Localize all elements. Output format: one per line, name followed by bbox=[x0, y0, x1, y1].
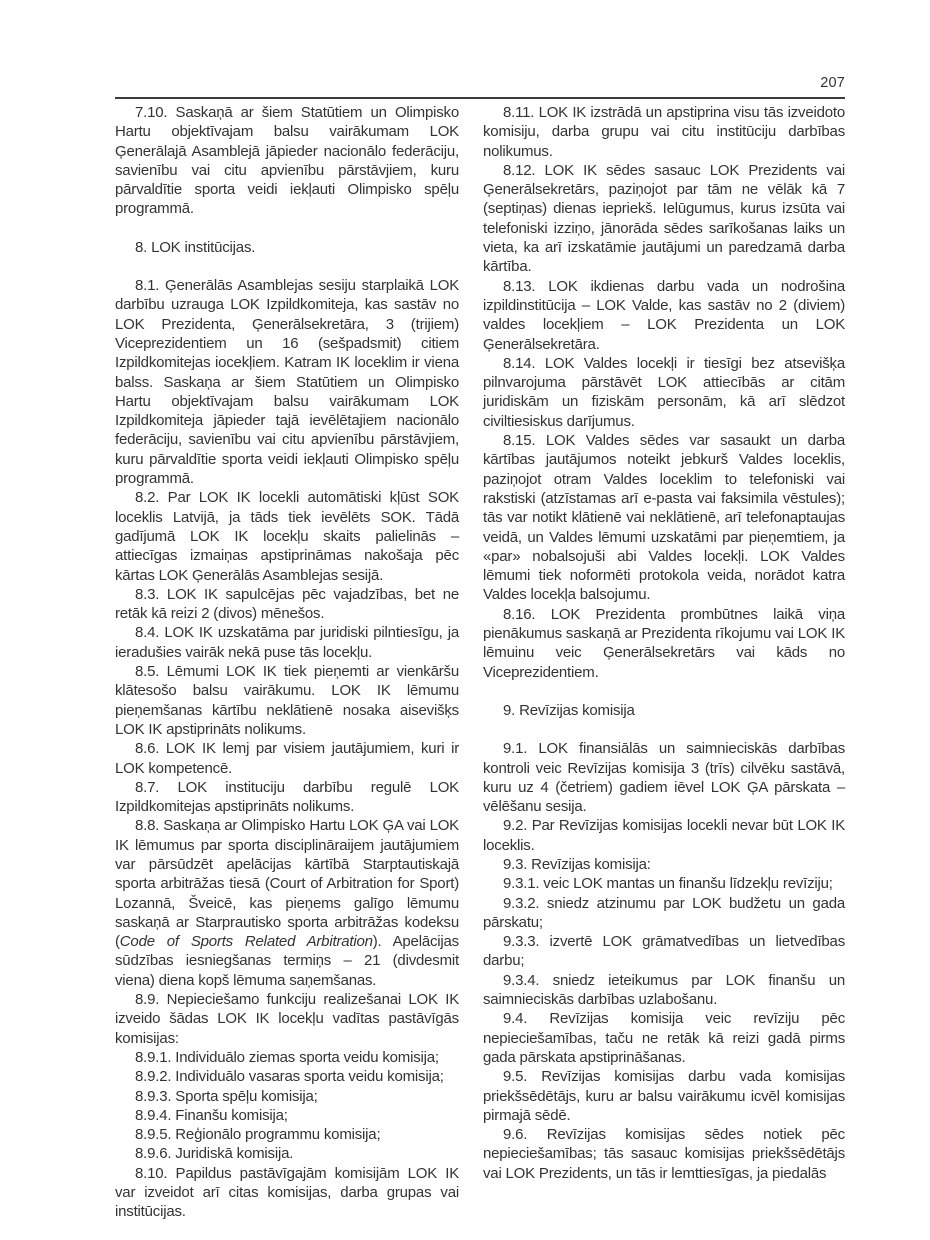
para-9-3-3: 9.3.3. izvertē LOK grāmatvedības un lietvedības darbu; bbox=[483, 933, 845, 970]
para-8-13: 8.13. LOK ikdienas darbu vada un nodrošina izpildinstitūcija – LOK Valde, kas sastāv no 2 (diviem) valdes locekļiem – LOK Prezidenta un LOK Ģenerālsekretāra. bbox=[483, 277, 845, 353]
para-8-9-1: 8.9.1. Individuālo ziemas sporta veidu komisija; bbox=[135, 1048, 439, 1066]
para-8-8: 8.8. Saskaņa ar Olimpisko Hartu LOK ĢA vai LOK IK lēmumus par sporta disciplināraijem jautājumiem var pārsūdzēt apelācijas kārtībā Starptautiskajā sporta arbitrāžas tiesā (Court of Arbitration for Sport) Lozannā, Šveicē, kas pieņems galīgo lēmumu saskaņā ar Starprautisko sporta arbitrāžas kodeksu (Code of Sports Related Arbitration). Apelācijas sūdzības iesniegšanas termiņs – 21 (divdesmit viena) diena kopš lēmuma saņemšanas. bbox=[115, 817, 459, 989]
right-column bbox=[483, 103, 845, 1222]
left-column bbox=[115, 103, 459, 1222]
para-9-4: 9.4. Revīzijas komisija veic revīziju pēc nepieciešamības, taču ne retāk kā reizi gadā pirms gada pārskata apstiprināšanas. bbox=[483, 1010, 845, 1066]
para-8-6: 8.6. LOK IK lemj par visiem jautājumiem, kuri ir LOK kompetencē. bbox=[115, 740, 459, 777]
para-9-1: 9.1. LOK finansiālās un saimnieciskās darbības kontroli veic Revīzijas komisija 3 (trīs) cilvēku sastāvā, kuru uz 4 (četriem) gadiem iēvel LOK ĢA pārskata – vēlēšanu sesija. bbox=[483, 740, 845, 816]
para-8-14: 8.14. LOK Valdes locekļi ir tiesīgi bez atsevišķa pilnvarojuma pārstāvēt LOK attiecībās ar citām juridiskām un fiziskām personām, kā arī slēdzot civiltiesiskus darījumus. bbox=[483, 354, 845, 430]
para-8-9-2: 8.9.2. Individuālo vasaras sporta veidu komisija; bbox=[135, 1068, 444, 1086]
text-columns bbox=[115, 103, 845, 1222]
para-9-3-1: 9.3.1. veic LOK mantas un finanšu līdzekļu revīziju; bbox=[503, 875, 833, 893]
para-8-7: 8.7. LOK instituciju darbību regulē LOK Izpildkomitejas apstiprināts nolikums. bbox=[115, 778, 459, 816]
para-8-12: 8.12. LOK IK sēdes sasauc LOK Prezidents vai Ģenerālsekretārs, paziņojot par tām ne vēlāk kā 7 (septiņas) dienas iepriekš. Ielūgumus, kurus izsūta vai telefoniski izziņo, jānorāda sēdes sarīkošanas laiks un vieta, ka arī izskatāmie jautājumi un paredzamā darba kārtība. bbox=[483, 161, 845, 276]
para-8-9-6: 8.9.6. Juridiskā komisija. bbox=[135, 1145, 294, 1163]
para-8-3: 8.3. LOK IK sapulcējas pēc vajadzības, bet ne retāk kā reizi 2 (divos) mēnešos. bbox=[115, 585, 459, 623]
para-8-9: 8.9. Nepieciešamo funkciju realizešanai LOK IK izveido šādas LOK IK locekļu vadītas pastāvīgās komisijas: bbox=[115, 991, 459, 1047]
para-9-3: 9.3. Revīzijas komisija: bbox=[503, 855, 651, 873]
para-7-10: 7.10. Saskaņā ar šiem Statūtiem un Olimpisko Hartu objektīvajam balsu vairākumam LOK Ģenerālajā Asamblejā jāpieder nacionālo federāciju, savienību vai citu apvienību pārstāvjiem, kuru pārvaldītie sporta veidi iekļauti Olimpisko spēļu programmā. bbox=[115, 104, 459, 218]
para-8-2: 8.2. Par LOK IK locekli automātiski kļūst SOK loceklis Latvijā, ja tāds tiek ievēlēts SOK. Tādā gadījumā LOK IK locekļu skaits palielinās – attiecīgas izmaiņas apstiprināmas nakošaja pēc kārtas LOK Ģenerālās Asamblejas sesijā. bbox=[115, 489, 459, 584]
para-8-4: 8.4. LOK IK uzskatāma par juridiski pilntiesīgu, ja ieradušies vairāk nekā puse tās locekļu. bbox=[115, 624, 459, 661]
para-9-2: 9.2. Par Revīzijas komisijas locekli nevar būt LOK IK loceklis. bbox=[483, 817, 845, 854]
para-9-3-4: 9.3.4. sniedz ieteikumus par LOK finanšu un saimnieciskās darbības uzlabošanu. bbox=[483, 971, 845, 1009]
para-9-5: 9.5. Revīzijas komisijas darbu vada komisijas priekšsēdētājs, kuru ar balsu vairākumu icvēl komisijas pirmajā sēdē. bbox=[483, 1068, 845, 1124]
para-8-9-3: 8.9.3. Sporta spēļu komisija; bbox=[135, 1087, 318, 1105]
header-rule bbox=[115, 97, 845, 99]
para-8-1: 8.1. Ģenerālās Asamblejas sesiju starplaikā LOK darbību uzrauga LOK Izpildkomiteja, kas sastāv no LOK Prezidenta, Ģenerālsekretāra, 3 (trijiem) Viceprezidentiem un 16 (sešpadsmit) citiem Izpildkomitejas iocekļiem. Katram IK loceklim ir viena balss. Saskaņa ar šiem Statūtiem un Olimpisko Hartu objektīvajam balsu vairākumam LOK Izpildkomiteja jāpieder tajā ievēlētajiem nacionālo federāciju, savienību vai citu apvienību pārstāvjiem, kuru pārvaldītie sporta veidi iekļauti Olimpisko spēļu programmā. bbox=[115, 277, 459, 488]
para-8-15: 8.15. LOK Valdes sēdes var sasaukt un darba kārtības jautājumos noteikt jebkurš Valdes loceklis, paziņojot otram Valdes loceklim to telefoniski vai rakstiski (atzīstamas arī e-pasta vai faksimila vēstules); tās var notikt klātienē vai neklātienē, arī telefonaptaujas veidā, un Valdes lēmumi uzskatāmi par pieņemtiem, ja «par» nobalsojuši abi Valdes locekļi. LOK Valdes lēmumi tiek noformēti protokola veida, norādot katra Valdes locekļa balsojumu. bbox=[483, 432, 845, 604]
para-8-9-4: 8.9.4. Finanšu komisija; bbox=[135, 1106, 288, 1124]
para-8-5: 8.5. Lēmumi LOK IK tiek pieņemti ar vienkāršu klātesošo balsu vairākumu. LOK IK lēmumu pieņemšanas kārtību neklātienē nosaka aisevišķs LOK IK apstiprināts nolikums. bbox=[115, 663, 459, 738]
para-9-3-2: 9.3.2. sniedz atzinumu par LOK budžetu un gada pārskatu; bbox=[483, 894, 845, 931]
para-8-16: 8.16. LOK Prezidenta prombūtnes laikā viņa pienākumus saskaņā ar Prezidenta rīkojumu vai LOK IK lēmuinu veic Ģenerālsekretārs vai kāds no Viceprezidentiem. bbox=[483, 605, 845, 681]
page-number: 207 bbox=[820, 75, 845, 91]
para-9-6: 9.6. Revīzijas komisijas sēdes notiek pēc nepieciešamības; tās sasauc komisijas priekšsēdētājs vai LOK Prezidents, un tās ir lemttiesīgas, ja piedalās bbox=[483, 1126, 845, 1182]
heading-section-9: 9. Revīzijas komisija bbox=[503, 701, 635, 719]
para-8-10: 8.10. Papildus pastāvīgajām komisijām LOK IK var izveidot arī citas komisijas, darba grupas vai institūcijas. bbox=[115, 1164, 459, 1221]
para-8-11: 8.11. LOK IK izstrādā un apstiprina visu tās izveidoto komisiju, darba grupu vai citu institūciju darbības nolikumus. bbox=[483, 104, 845, 160]
para-8-9-5: 8.9.5. Reģionālo programmu komisija; bbox=[135, 1126, 381, 1144]
heading-section-8: 8. LOK institūcijas. bbox=[135, 238, 256, 256]
